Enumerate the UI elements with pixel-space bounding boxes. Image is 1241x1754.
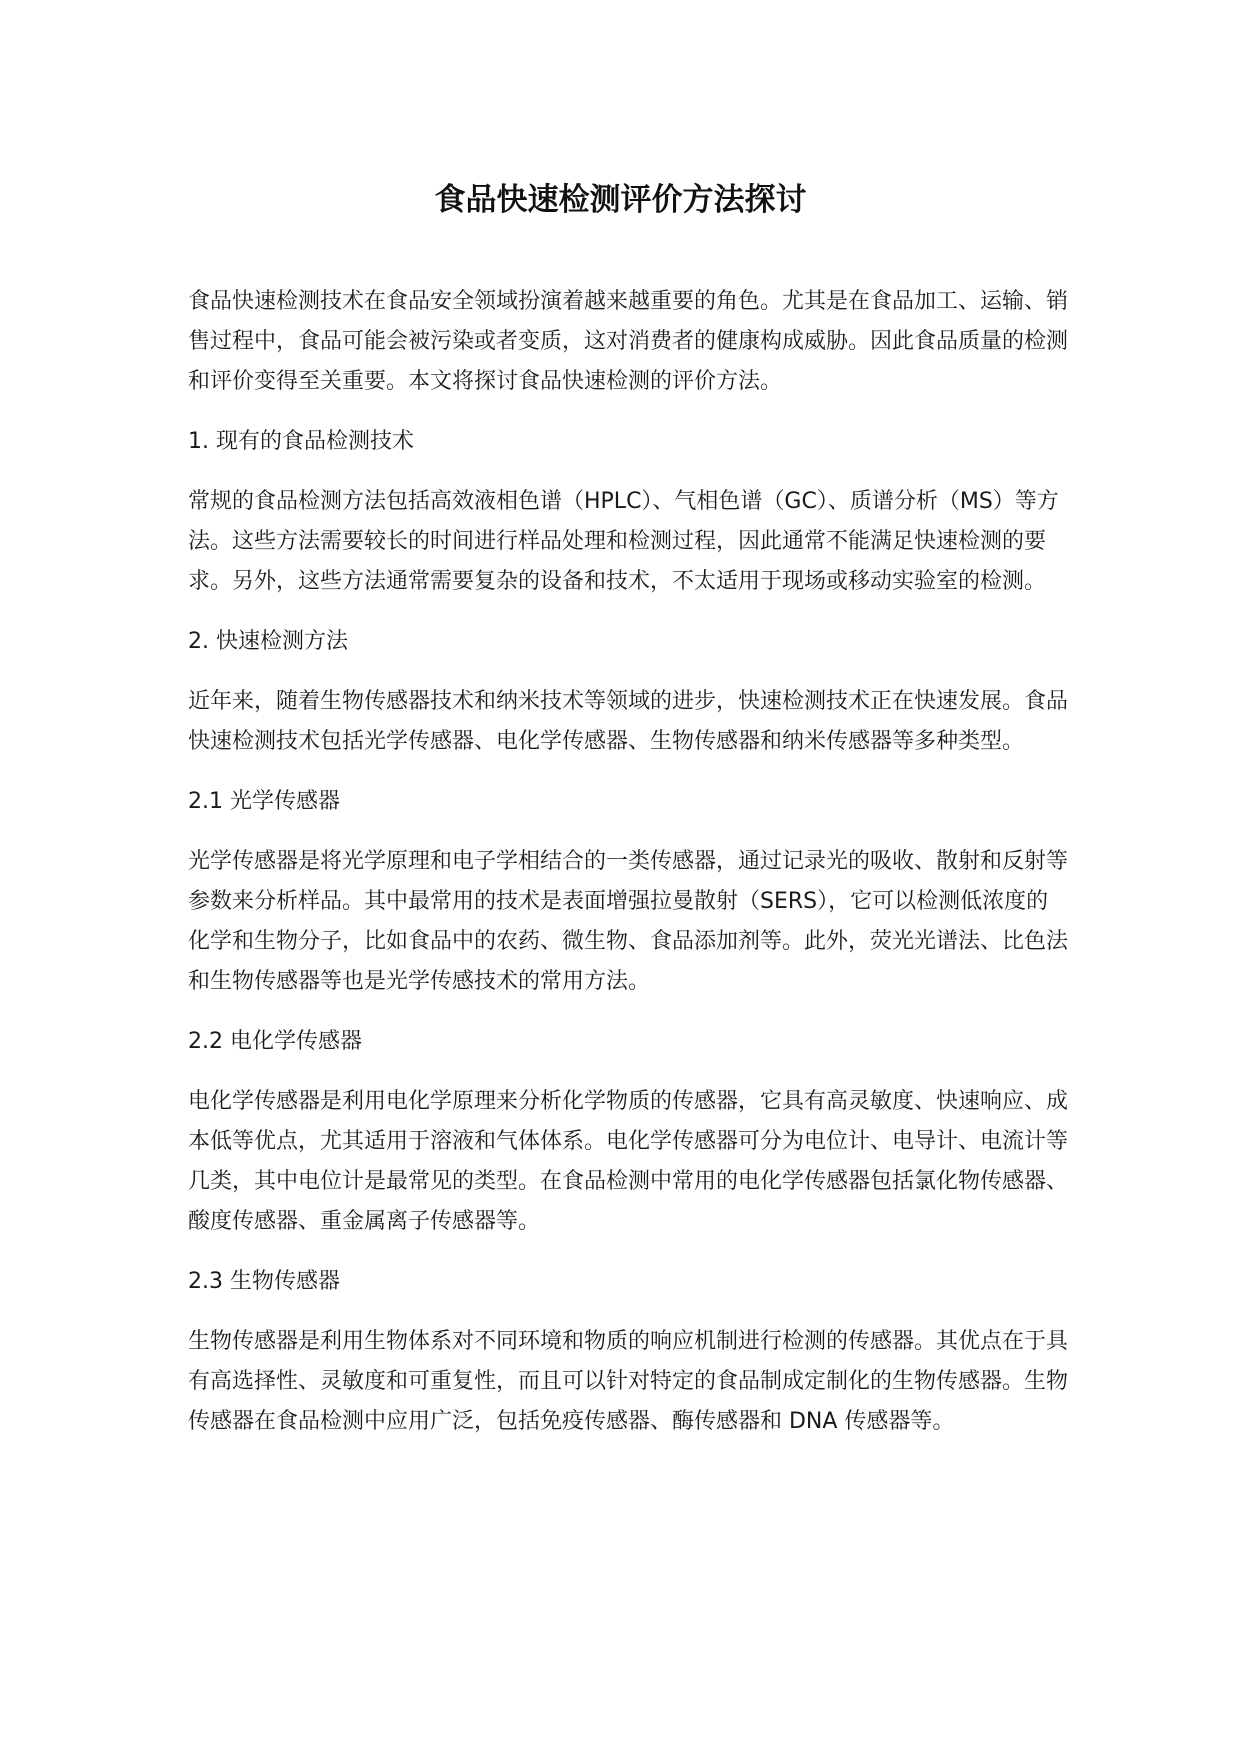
document-title: 食品快速检测评价方法探讨	[434, 182, 807, 218]
section-heading: 1. 现有的食品检测技术	[188, 429, 414, 454]
subsection-heading: 2.2 电化学传感器	[188, 1029, 362, 1054]
subsection-heading: 2.1 光学传感器	[188, 789, 340, 814]
subsection-heading: 2.3 生物传感器	[188, 1269, 340, 1294]
section-paragraph: 近年来，随着生物传感器技术和纳米技术等领域的进步，快速检测技术正在快速发展。食品快速检测技术包括光学传感器、电化学传感器、生物传感器和纳米传感器等多种类型。	[188, 689, 1069, 754]
subsection-paragraph: 电化学传感器是利用电化学原理来分析化学物质的传感器，它具有高灵敏度、快速响应、成本低等优点，尤其适用于溶液和气体体系。电化学传感器可分为电位计、电导计、电流计等几类，其中电位计是最常见的类型。在食品检测中常用的电化学传感器包括氯化物传感器、酸度传感器、重金属离子传感器等。	[188, 1089, 1069, 1234]
intro-paragraph: 食品快速检测技术在食品安全领域扮演着越来越重要的角色。尤其是在食品加工、运输、销售过程中，食品可能会被污染或者变质，这对消费者的健康构成威胁。因此食品质量的检测和评价变得至关重要。本文将探讨食品快速检测的评价方法。	[188, 289, 1069, 394]
subsection-paragraph: 光学传感器是将光学原理和电子学相结合的一类传感器，通过记录光的吸收、散射和反射等参数来分析样品。其中最常用的技术是表面增强拉曼散射（SERS），它可以检测低浓度的化学和生物分子，比如食品中的农药、微生物、食品添加剂等。此外，荧光光谱法、比色法和生物传感器等也是光学传感技术的常用方法。	[188, 849, 1069, 994]
document-body	[188, 282, 1068, 1462]
section-paragraph: 常规的食品检测方法包括高效液相色谱（HPLC）、气相色谱（GC）、质谱分析（MS）等方法。这些方法需要较长的时间进行样品处理和检测过程，因此通常不能满足快速检测的要求。另外，这些方法通常需要复杂的设备和技术，不太适用于现场或移动实验室的检测。	[188, 489, 1059, 594]
section-heading: 2. 快速检测方法	[188, 629, 348, 654]
subsection-paragraph: 生物传感器是利用生物体系对不同环境和物质的响应机制进行检测的传感器。其优点在于具有高选择性、灵敏度和可重复性，而且可以针对特定的食品制成定制化的生物传感器。生物传感器在食品检测中应用广泛，包括免疫传感器、酶传感器和 DNA 传感器等。	[188, 1329, 1069, 1434]
